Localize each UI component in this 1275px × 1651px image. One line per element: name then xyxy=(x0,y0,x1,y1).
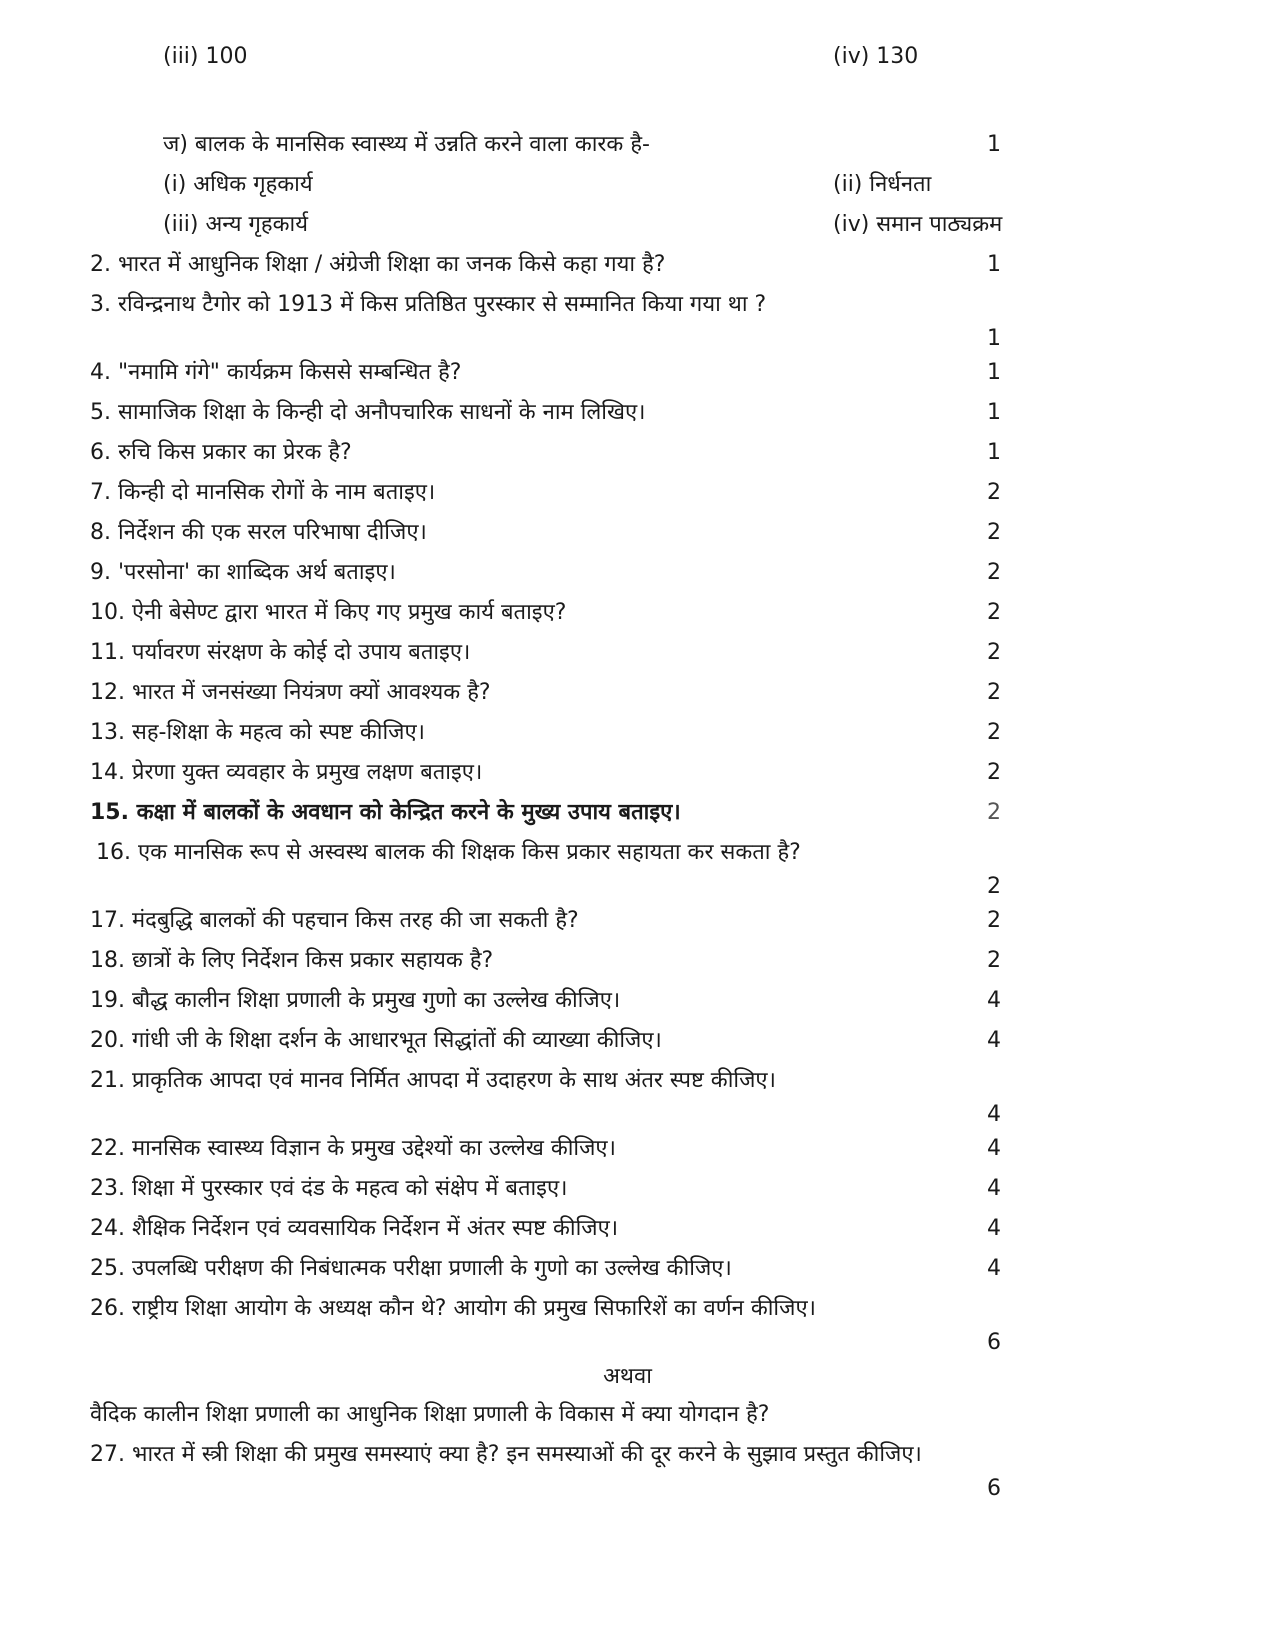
marks-15: 2 xyxy=(987,800,1001,825)
marks-4: 1 xyxy=(987,360,1001,385)
question-21: 21. प्राकृतिक आपदा एवं मानव निर्मित आपदा में उदाहरण के साथ अंतर स्पष्ट कीजिए। xyxy=(90,1068,776,1093)
question-13: 13. सह-शिक्षा के महत्व को स्पष्ट कीजिए। xyxy=(90,720,425,745)
marks-14: 2 xyxy=(987,760,1001,785)
question-20: 20. गांधी जी के शिक्षा दर्शन के आधारभूत सिद्धांतों की व्याख्या कीजिए। xyxy=(90,1028,662,1053)
marks-16: 2 xyxy=(987,874,1001,899)
marks-22: 4 xyxy=(987,1136,1001,1161)
marks-11: 2 xyxy=(987,640,1001,665)
question-4: 4. "नमामि गंगे" कार्यक्रम किससे सम्बन्धित है? xyxy=(90,360,462,385)
question-8: 8. निर्देशन की एक सरल परिभाषा दीजिए। xyxy=(90,520,427,545)
question-12: 12. भारत में जनसंख्या नियंत्रण क्यों आवश्यक है? xyxy=(90,680,491,705)
question-19: 19. बौद्ध कालीन शिक्षा प्रणाली के प्रमुख गुणो का उल्लेख कीजिए। xyxy=(90,988,621,1013)
question-14: 14. प्रेरणा युक्त व्यवहार के प्रमुख लक्षण बताइए। xyxy=(90,760,483,785)
marks-10: 2 xyxy=(987,600,1001,625)
marks-24: 4 xyxy=(987,1216,1001,1241)
marks-1j: 1 xyxy=(987,132,1001,157)
marks-23: 4 xyxy=(987,1176,1001,1201)
question-10: 10. ऐनी बेसेण्ट द्वारा भारत में किए गए प्रमुख कार्य बताइए? xyxy=(90,600,567,625)
q1j-option-ii: (ii) निर्धनता xyxy=(833,172,932,197)
q1j-option-iii: (iii) अन्य गृहकार्य xyxy=(163,212,308,237)
marks-7: 2 xyxy=(987,480,1001,505)
question-5: 5. सामाजिक शिक्षा के किन्ही दो अनौपचारिक साधनों के नाम लिखिए। xyxy=(90,400,646,425)
marks-18: 2 xyxy=(987,948,1001,973)
or-label: अथवा xyxy=(603,1364,652,1389)
marks-19: 4 xyxy=(987,988,1001,1013)
question-26: 26. राष्ट्रीय शिक्षा आयोग के अध्यक्ष कौन थे? आयोग की प्रमुख सिफारिशें का वर्णन कीजिए। xyxy=(90,1296,816,1321)
question-3: 3. रविन्द्रनाथ टैगोर को 1913 में किस प्रतिष्ठित पुरस्कार से सम्मानित किया गया था ? xyxy=(90,292,767,317)
marks-5: 1 xyxy=(987,400,1001,425)
question-16: 16. एक मानसिक रूप से अस्वस्थ बालक की शिक्षक किस प्रकार सहायता कर सकता है? xyxy=(96,840,801,865)
option-iv: (iv) 130 xyxy=(833,44,919,69)
question-27: 27. भारत में स्त्री शिक्षा की प्रमुख समस्याएं क्या है? इन समस्याओं की दूर करने के सुझाव प्रस्तुत कीजिए। xyxy=(90,1442,922,1467)
marks-21: 4 xyxy=(987,1102,1001,1127)
marks-12: 2 xyxy=(987,680,1001,705)
q1j-option-iv: (iv) समान पाठ्यक्रम xyxy=(833,212,1003,237)
q1j-option-i: (i) अधिक गृहकार्य xyxy=(163,172,313,197)
marks-26: 6 xyxy=(987,1330,1001,1355)
question-15: 15. कक्षा में बालकों के अवधान को केन्द्रित करने के मुख्य उपाय बताइए। xyxy=(90,800,681,825)
question-23: 23. शिक्षा में पुरस्कार एवं दंड के महत्व को संक्षेप में बताइए। xyxy=(90,1176,568,1201)
question-7: 7. किन्ही दो मानसिक रोगों के नाम बताइए। xyxy=(90,480,436,505)
marks-17: 2 xyxy=(987,908,1001,933)
marks-20: 4 xyxy=(987,1028,1001,1053)
question-25: 25. उपलब्धि परीक्षण की निबंधात्मक परीक्षा प्रणाली के गुणो का उल्लेख कीजिए। xyxy=(90,1256,732,1281)
marks-25: 4 xyxy=(987,1256,1001,1281)
question-6: 6. रुचि किस प्रकार का प्रेरक है? xyxy=(90,440,352,465)
question-9: 9. 'परसोना' का शाब्दिक अर्थ बताइए। xyxy=(90,560,396,585)
marks-3: 1 xyxy=(987,326,1001,351)
question-18: 18. छात्रों के लिए निर्देशन किस प्रकार सहायक है? xyxy=(90,948,494,973)
question-26-alternative: वैदिक कालीन शिक्षा प्रणाली का आधुनिक शिक्षा प्रणाली के विकास में क्या योगदान है? xyxy=(90,1402,770,1427)
marks-27: 6 xyxy=(987,1476,1001,1501)
question-1j: ज) बालक के मानसिक स्वास्थ्य में उन्नति करने वाला कारक है- xyxy=(163,132,650,157)
marks-6: 1 xyxy=(987,440,1001,465)
marks-9: 2 xyxy=(987,560,1001,585)
question-11: 11. पर्यावरण संरक्षण के कोई दो उपाय बताइए। xyxy=(90,640,471,665)
question-22: 22. मानसिक स्वास्थ्य विज्ञान के प्रमुख उद्देश्यों का उल्लेख कीजिए। xyxy=(90,1136,616,1161)
question-2: 2. भारत में आधुनिक शिक्षा / अंग्रेजी शिक्षा का जनक किसे कहा गया है? xyxy=(90,252,666,277)
marks-2: 1 xyxy=(987,252,1001,277)
marks-8: 2 xyxy=(987,520,1001,545)
option-iii: (iii) 100 xyxy=(163,44,248,69)
question-24: 24. शैक्षिक निर्देशन एवं व्यवसायिक निर्देशन में अंतर स्पष्ट कीजिए। xyxy=(90,1216,619,1241)
question-17: 17. मंदबुद्धि बालकों की पहचान किस तरह की जा सकती है? xyxy=(90,908,579,933)
marks-13: 2 xyxy=(987,720,1001,745)
